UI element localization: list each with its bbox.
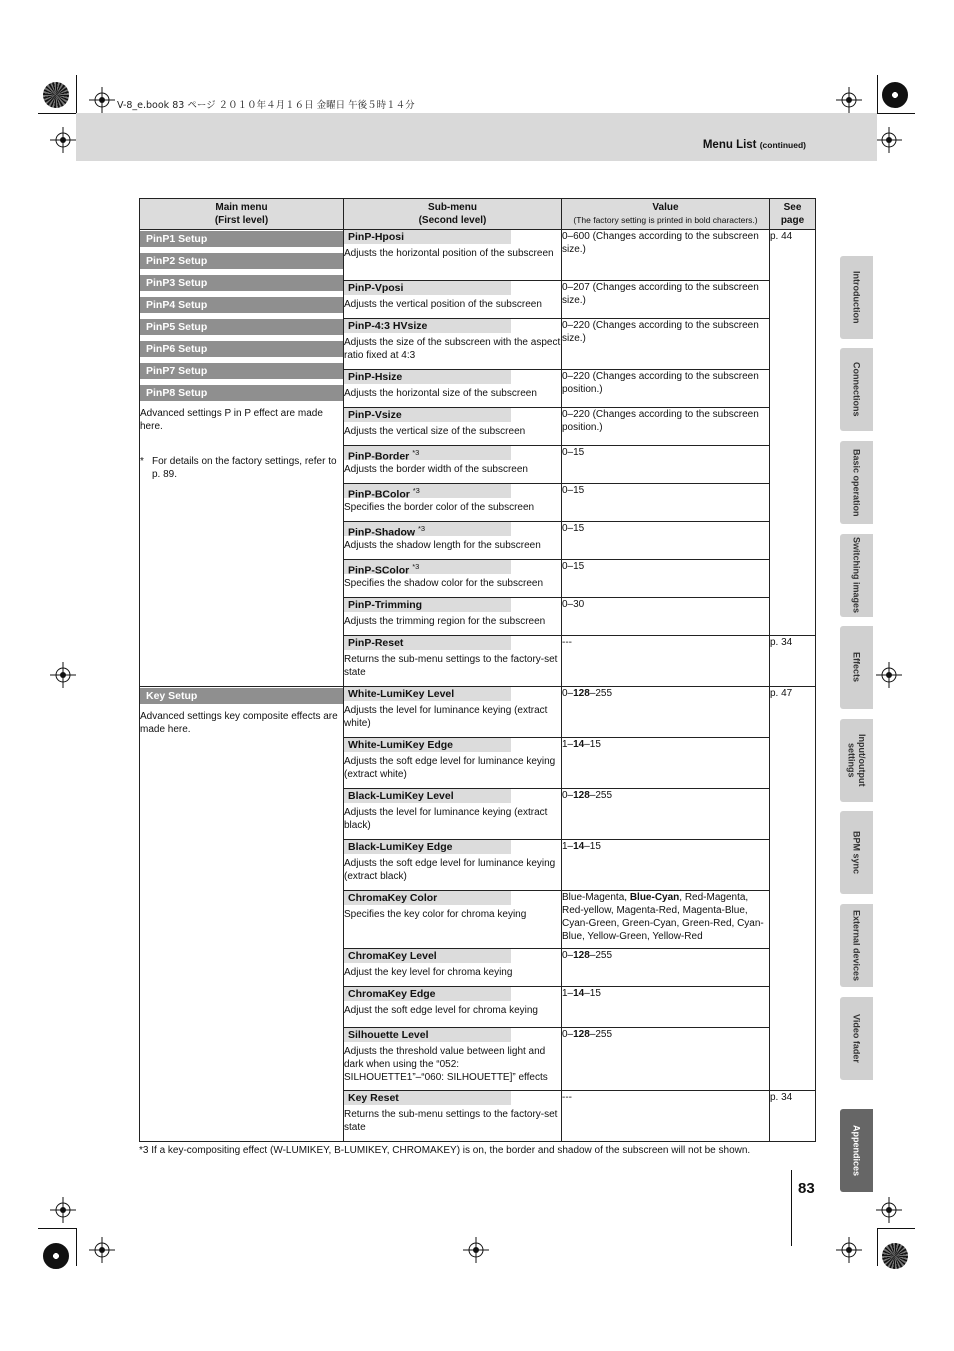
value-cell: 0–15 <box>562 446 770 484</box>
sub-menu-label: PinP-Reset <box>348 637 404 649</box>
crosshair-icon <box>89 1237 115 1263</box>
factory-default-value: 128 <box>573 688 590 699</box>
sub-menu-name <box>344 560 511 577</box>
sub-menu-name <box>344 408 511 422</box>
main-menu-item: PinP7 Setup <box>140 363 343 379</box>
sub-menu-name <box>344 319 511 333</box>
col-header-value: Value (The factory setting is printed in bold characters.) <box>562 199 770 230</box>
rosette-mark-bottom-right <box>882 1243 908 1269</box>
main-menu-description: Advanced settings key composite effects are made here. <box>140 711 338 735</box>
value-cell <box>562 1091 770 1142</box>
main-menu-item: PinP1 Setup <box>140 231 343 247</box>
factory-default-value: 128 <box>573 790 590 801</box>
value-text: , Red-Magenta, Red-yellow, Magenta-Red, Magenta-Blue, Cyan-Green, Green-Cyan, Green-Red, Cyan-Blue, Yellow-Green, Yellow-Red <box>562 892 764 942</box>
sub-menu-description: Specifies the border color of the subscreen <box>344 502 535 513</box>
side-tab[interactable] <box>840 441 873 524</box>
sub-menu-cell <box>344 949 562 987</box>
sub-menu-name <box>344 687 511 701</box>
sub-menu-cell <box>344 789 562 840</box>
value-cell: 0–220 (Changes according to the subscreen position.) <box>562 408 770 446</box>
value-cell <box>562 789 770 840</box>
main-menu-item: PinP8 Setup <box>140 385 343 401</box>
sub-menu-cell <box>344 370 562 408</box>
value-cell <box>562 840 770 891</box>
value-text: 1– <box>562 841 574 852</box>
page-number-rule <box>791 1170 792 1246</box>
sub-menu-label: PinP-Shadow <box>348 526 416 539</box>
value-text: –15 <box>584 988 601 999</box>
sub-menu-description: Adjust the soft edge level for chroma keying <box>344 1005 538 1016</box>
sub-menu-description: Adjusts the vertical size of the subscreen <box>344 426 526 437</box>
sub-menu-name <box>344 230 511 244</box>
sub-menu-label: ChromaKey Color <box>348 892 438 904</box>
col-header-main: Main menu (First level) <box>140 199 344 230</box>
footnote-ref: *3 <box>412 486 420 495</box>
page-number: 83 <box>798 1180 815 1197</box>
value-text: –15 <box>584 841 601 852</box>
side-tab-label: Introduction <box>851 271 862 324</box>
side-tab-label: Basic operation <box>851 448 862 517</box>
main-menu-item: PinP3 Setup <box>140 275 343 291</box>
sub-menu-cell <box>344 1028 562 1091</box>
sub-menu-cell <box>344 687 562 738</box>
factory-default-value: Blue-Cyan <box>629 892 680 903</box>
main-menu-item: PinP4 Setup <box>140 297 343 313</box>
main-menu-item: PinP5 Setup <box>140 319 343 335</box>
sub-menu-description: Specifies the key color for chroma keying <box>344 909 527 920</box>
side-tab-label: Video fader <box>851 1014 862 1063</box>
side-tab-label: External devices <box>851 909 862 982</box>
sub-menu-name <box>344 949 511 963</box>
side-tab[interactable] <box>840 1109 873 1192</box>
value-text: –15 <box>584 739 601 750</box>
table-header-row <box>140 199 816 230</box>
crosshair-icon <box>876 1197 902 1223</box>
factory-default-value: 14 <box>573 739 585 750</box>
sub-menu-description: Adjusts the trimming region for the subscreen <box>344 616 546 627</box>
sub-menu-name <box>344 840 511 854</box>
rosette-mark-bottom-left <box>43 1243 69 1269</box>
main-menu-description: Advanced settings P in P effect are made here. <box>140 408 323 432</box>
side-tab-label: Appendices <box>851 1124 862 1176</box>
side-tab-label: Connections <box>851 362 862 417</box>
sub-menu-cell <box>344 319 562 370</box>
footnote: *3 If a key-compositing effect (W-LUMIKEY, B-LUMIKEY, CHROMAKEY) is on, the border and shadow of the subscreen will not be shown. <box>139 1145 751 1156</box>
value-text: 0– <box>562 950 574 961</box>
side-tab[interactable] <box>840 534 873 617</box>
sub-menu-description: Adjusts the level for luminance keying (extract white) <box>344 705 548 729</box>
side-tab-label: BPM sync <box>851 830 862 874</box>
crosshair-icon <box>50 127 76 153</box>
value-text: 0– <box>562 790 574 801</box>
sub-menu-name <box>344 891 511 905</box>
sub-menu-label: PinP-BColor <box>348 488 410 501</box>
rosette-mark-top-right <box>882 82 908 108</box>
sub-menu-name <box>344 522 511 539</box>
rosette-mark-top-left <box>43 82 69 108</box>
sub-menu-cell <box>344 598 562 636</box>
sub-menu-label: PinP-Hsize <box>348 371 403 383</box>
sub-menu-label: Black-LumiKey Level <box>348 790 454 802</box>
value-text: –255 <box>589 1029 613 1040</box>
sub-menu-name <box>344 598 511 612</box>
value-cell: 0–30 <box>562 598 770 636</box>
side-tab[interactable] <box>840 904 873 987</box>
value-cell: 0–15 <box>562 560 770 598</box>
footnote-text: For details on the factory settings, refer to p. 89. <box>152 456 337 480</box>
value-text: –255 <box>589 950 613 961</box>
value-cell: 0–15 <box>562 484 770 522</box>
sub-menu-name <box>344 484 511 501</box>
side-tab[interactable] <box>840 719 873 802</box>
trim-line <box>76 1228 77 1266</box>
trim-line <box>877 1228 878 1266</box>
footnote-ref: *3 <box>418 524 426 533</box>
sub-menu-description: Adjust the key level for chroma keying <box>344 967 513 978</box>
sub-menu-name <box>344 1028 511 1042</box>
table-row <box>140 230 816 281</box>
value-cell <box>562 738 770 789</box>
see-page-cell: p. 34 <box>770 636 816 687</box>
side-tab[interactable] <box>840 348 873 431</box>
crosshair-icon <box>50 1197 76 1223</box>
trim-line <box>877 113 915 114</box>
footnote-mark: * <box>140 456 144 467</box>
value-text: –255 <box>589 790 613 801</box>
sub-menu-label: White-LumiKey Edge <box>348 739 454 751</box>
table-row <box>140 687 816 738</box>
crosshair-icon <box>836 1237 862 1263</box>
factory-default-value: 128 <box>573 1029 590 1040</box>
value-cell: 0–220 (Changes according to the subscreen position.) <box>562 370 770 408</box>
value-text: 0– <box>562 688 574 699</box>
sub-menu-description: Adjusts the level for luminance keying (extract black) <box>344 807 548 831</box>
crosshair-icon <box>50 662 76 688</box>
sub-menu-description: Returns the sub-menu settings to the factory-set state <box>344 654 558 678</box>
header-title-text: Menu List <box>702 139 757 151</box>
value-text: --- <box>562 1092 572 1103</box>
sub-menu-cell <box>344 522 562 560</box>
crosshair-icon <box>463 1237 489 1263</box>
sub-menu-description: Returns the sub-menu settings to the factory-set state <box>344 1109 558 1133</box>
sub-menu-label: PinP-Hposi <box>348 231 405 243</box>
sub-menu-cell <box>344 987 562 1028</box>
sub-menu-description: Specifies the shadow color for the subscreen <box>344 578 543 589</box>
see-page-cell: p. 47 <box>770 687 816 1091</box>
header-band <box>76 113 877 161</box>
sub-menu-description: Adjusts the soft edge level for luminance keying (extract white) <box>344 756 556 780</box>
value-text: 1– <box>562 739 574 750</box>
sub-menu-name <box>344 446 511 463</box>
factory-default-value: 14 <box>573 841 585 852</box>
sub-menu-name <box>344 636 511 650</box>
col-header-page: See page <box>770 199 816 230</box>
side-tab-label: Effects <box>851 652 862 683</box>
factory-default-value: 14 <box>573 988 585 999</box>
value-cell: --- <box>562 636 770 687</box>
value-cell <box>562 891 770 949</box>
trim-line <box>877 1228 915 1229</box>
page-header-title <box>703 139 806 151</box>
main-menu-cell <box>140 230 344 687</box>
value-cell <box>562 987 770 1028</box>
sub-menu-description: Adjusts the size of the subscreen with the aspect ratio fixed at 4:3 <box>344 337 561 361</box>
sub-menu-description: Adjusts the horizontal position of the subscreen <box>344 248 554 259</box>
sub-menu-label: PinP-Border <box>348 450 410 463</box>
sub-menu-label: PinP-Vsize <box>348 409 402 421</box>
sub-menu-description: Adjusts the shadow length for the subscreen <box>344 540 541 551</box>
sub-menu-name <box>344 789 511 803</box>
value-text: 0– <box>562 1029 574 1040</box>
sub-menu-cell <box>344 230 562 281</box>
see-page-cell: p. 44 <box>770 230 816 636</box>
value-cell: 0–15 <box>562 522 770 560</box>
sub-menu-cell <box>344 446 562 484</box>
main-menu-item: PinP6 Setup <box>140 341 343 357</box>
sub-menu-cell <box>344 840 562 891</box>
value-cell: 0–220 (Changes according to the subscreen size.) <box>562 319 770 370</box>
sub-menu-description: Adjusts the soft edge level for luminance keying (extract black) <box>344 858 556 882</box>
sub-menu-cell <box>344 484 562 522</box>
sub-menu-label: White-LumiKey Level <box>348 688 455 700</box>
col-header-sub: Sub-menu (Second level) <box>344 199 562 230</box>
sub-menu-label: PinP-Trimming <box>348 599 423 611</box>
sub-menu-name <box>344 281 511 295</box>
side-tab[interactable] <box>840 997 873 1080</box>
footnote-ref: *3 <box>412 562 420 571</box>
sub-menu-description: Adjusts the threshold value between light and dark when using the “052: SILHOUETTE1”–“060: SILHOUETTE]” effects <box>344 1046 548 1083</box>
sub-menu-name <box>344 1091 511 1105</box>
crosshair-icon <box>836 87 862 113</box>
value-text: 1– <box>562 988 574 999</box>
sub-menu-label: Black-LumiKey Edge <box>348 841 453 853</box>
main-menu-footnote <box>140 455 343 481</box>
sub-menu-name <box>344 370 511 384</box>
main-menu-item: PinP2 Setup <box>140 253 343 269</box>
sub-menu-label: Silhouette Level <box>348 1029 429 1041</box>
sub-menu-cell <box>344 408 562 446</box>
sub-menu-name <box>344 987 511 1001</box>
sub-menu-cell <box>344 891 562 949</box>
crosshair-icon <box>876 662 902 688</box>
sub-menu-cell <box>344 1091 562 1142</box>
sub-menu-label: Key Reset <box>348 1092 399 1104</box>
sub-menu-label: PinP-Vposi <box>348 282 404 294</box>
crosshair-icon <box>89 87 115 113</box>
value-text: –255 <box>589 688 613 699</box>
side-tab-label: Switching images <box>851 537 862 614</box>
main-menu-cell <box>140 687 344 1142</box>
sub-menu-label: ChromaKey Level <box>348 950 437 962</box>
side-tab[interactable] <box>840 626 873 709</box>
value-text: Blue-Magenta, <box>562 892 630 903</box>
sub-menu-cell <box>344 738 562 789</box>
value-cell <box>562 1028 770 1091</box>
print-info: V-8_e.book 83 ページ ２０１０年４月１６日 金曜日 午後５時１４分 <box>117 100 415 111</box>
factory-default-value: 128 <box>573 950 590 961</box>
header-subtitle: (continued) <box>759 140 806 150</box>
sub-menu-description: Adjusts the horizontal size of the subscreen <box>344 388 537 399</box>
crosshair-icon <box>876 127 902 153</box>
sub-menu-description: Adjusts the border width of the subscreen <box>344 464 528 475</box>
trim-line <box>76 75 77 113</box>
trim-line <box>38 1228 76 1229</box>
footnote-ref: *3 <box>412 448 420 457</box>
value-cell: 0–207 (Changes according to the subscreen size.) <box>562 281 770 319</box>
sub-menu-label: PinP-SColor <box>348 564 410 577</box>
side-tab-label: Input/output settings <box>846 734 867 787</box>
trim-line <box>877 75 878 113</box>
see-page-cell: p. 34 <box>770 1091 816 1142</box>
value-cell <box>562 949 770 987</box>
sub-menu-label: ChromaKey Edge <box>348 988 436 1000</box>
trim-line <box>38 113 76 114</box>
sub-menu-cell <box>344 636 562 687</box>
sub-menu-cell <box>344 560 562 598</box>
main-menu-item: Key Setup <box>140 688 343 704</box>
value-cell: 0–600 (Changes according to the subscreen size.) <box>562 230 770 281</box>
side-tab[interactable] <box>840 256 873 339</box>
sub-menu-name <box>344 738 511 752</box>
sub-menu-label: PinP-4:3 HVsize <box>348 320 428 332</box>
sub-menu-cell <box>344 281 562 319</box>
menu-list-table <box>139 198 816 1142</box>
value-cell <box>562 687 770 738</box>
sub-menu-description: Adjusts the vertical position of the subscreen <box>344 299 542 310</box>
side-tab[interactable] <box>840 811 873 894</box>
